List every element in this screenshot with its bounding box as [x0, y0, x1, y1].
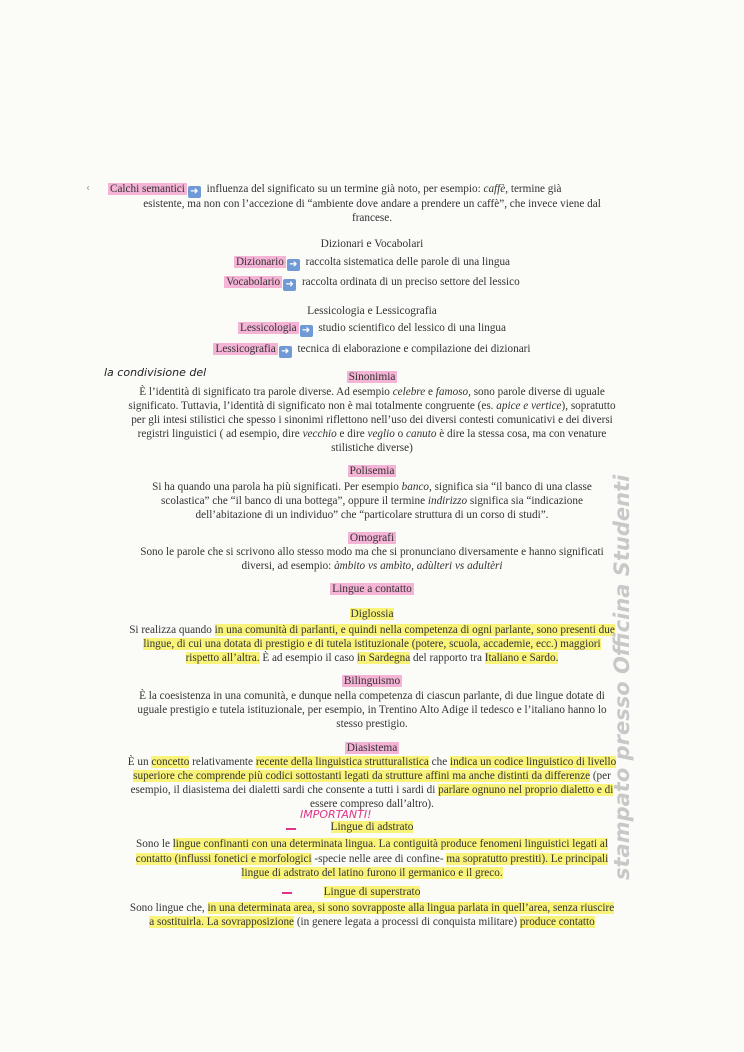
adstrato-line-2: contatto (influssi fonetici e morfologici -specie nelle aree di confine- ma sopratutto prestiti). Le principali: [135, 853, 609, 865]
calchi-line-3: francese.: [351, 212, 393, 224]
vocabolario-line: Vocabolario ➜ raccolta ordinata di un preciso settore del lessico: [226, 276, 520, 290]
diasistema-line-3: esempio, il diasistema dei dialetti sardi che consente a tutti i sardi di parlare ognuno nel proprio dialetto e di: [130, 784, 614, 796]
lessico-title: Lessicologia e Lessicografia: [307, 305, 437, 317]
sinonimia-line-5: stilistiche diverse): [331, 442, 413, 454]
diglossia-line-2: lingue, di cui una dotata di prestigio e di tutela istituzionale (potere, scuola, accademie, ecc.) maggiori: [143, 638, 601, 650]
calchi-term: Calchi semantici: [110, 183, 185, 195]
calchi-line-2: esistente, ma non con l’accezione di “ambiente dove andare a prendere un caffè”, che invece viene dal: [143, 198, 601, 210]
dizionario-line: Dizionario ➜ raccolta sistematica delle parole di una lingua: [235, 256, 511, 270]
arrow-right-icon: ➜: [300, 325, 313, 337]
bilinguismo-line-2: uguale prestigio e tutela istituzionale, per esempio, in Trentino Alto Adige il tedesco e l’italiano hanno lo: [137, 704, 607, 716]
diasistema-line-4: essere compreso dall’altro).: [310, 798, 434, 810]
sinonimia-line-2: significato. Tuttavia, l’identità di significato non è mai totalmente congruente (es. apice e vertice), sopratutto: [128, 400, 616, 412]
lessicologia-line: Lessicologia ➜ studio scientifico del lessico di una lingua: [239, 322, 506, 336]
polisemia-line-2: scolastica” che “il banco di una bottega”, oppure il termine indirizzo significa sia “indicazione: [161, 495, 583, 507]
adstrato-line-1: Sono le lingue confinanti con una determinata lingua. La contiguità produce fenomeni linguistici legati al: [136, 838, 608, 850]
sinonimia-line-3: per gli intesi stilistici che spesso i sinonimi riflettono nell’uso dei diversi contesti comunicativi e dei diversi: [131, 414, 613, 426]
lingue-contatto-title: Lingue a contatto: [332, 583, 412, 595]
omografi-title: Omografi: [349, 532, 395, 544]
sinonimia-line-4: registri linguistici ( ad esempio, dire vecchio e dire veglio o canuto è dire la stessa cosa, ma con venature: [137, 428, 607, 440]
bilinguismo-line-1: È la coesistenza in una comunità, e dunque nella competenza di ciascun parlante, di due lingue dotate di: [139, 690, 605, 702]
bilinguismo-title: Bilinguismo: [343, 675, 401, 687]
calchi-line-1: Calchi semantici ➜ influenza del significato su un termine già noto, per esempio: caffè, termine già: [110, 183, 562, 197]
watermark-text: stampato presso Officina Studenti: [610, 474, 634, 880]
margin-mark: ‹: [86, 183, 90, 194]
arrow-right-icon: ➜: [283, 279, 296, 291]
vocabolario-term: Vocabolario: [226, 276, 281, 288]
adstrato-line-3: lingue di adstrato del latino furono il germanico e il greco.: [241, 867, 503, 879]
arrow-right-icon: ➜: [279, 346, 292, 358]
handwritten-note-condivisione: la condivisione del: [104, 366, 207, 379]
diglossia-title: Diglossia: [350, 608, 394, 620]
diasistema-line-1: È un concetto relativamente recente della linguistica strutturalistica che indica un codice linguistico di livello: [127, 756, 617, 768]
superstrato-title: Lingue di superstrato: [323, 886, 421, 898]
superstrato-line-1: Sono lingue che, in una determinata area, si sono sovrapposte alla lingua parlata in quell’area, senza riuscire: [129, 902, 615, 914]
diglossia-line-3: rispetto all’altra. È ad esempio il caso in Sardegna del rapporto tra Italiano e Sardo.: [185, 652, 559, 664]
bilinguismo-line-3: stesso prestigio.: [336, 718, 408, 730]
omografi-line-1: Sono le parole che si scrivono allo stesso modo ma che si pronunciano diversamente e hanno significati: [140, 546, 604, 558]
arrow-right-icon: ➜: [188, 186, 201, 198]
sinonimia-line-1: È l’identità di significato tra parole diverse. Ad esempio celebre e famoso, sono parole diverse di uguale: [139, 386, 605, 398]
lessicografia-line: Lessicografia ➜ tecnica di elaborazione e compilazione dei dizionari: [215, 343, 531, 357]
omografi-line-2: diversi, ad esempio: àmbito vs ambìto, adùlteri vs adultèri: [241, 560, 503, 572]
diglossia-line-1: Si realizza quando in una comunità di parlanti, e quindi nella competenza di ogni parlante, sono presenti due: [129, 624, 615, 636]
arrow-right-icon: ➜: [287, 259, 300, 271]
diasistema-title: Diasistema: [346, 742, 398, 754]
superstrato-line-2: a sostituirla. La sovrapposizione (in genere legata a processi di conquista militare) produce contatto: [149, 916, 595, 928]
dizionario-term: Dizionario: [235, 256, 284, 268]
dizionari-title: Dizionari e Vocabolari: [320, 238, 424, 250]
lessicografia-term: Lessicografia: [215, 343, 276, 355]
diasistema-line-2: superiore che comprende più codici sottostanti legati da strutture affini ma anche distinti da differenze (per: [133, 770, 611, 782]
adstrato-title: Lingue di adstrato: [330, 821, 414, 833]
polisemia-line-3: dell’abitazione di un individuo” che “particolare struttura di un corso di studi”.: [195, 509, 549, 521]
sinonimia-title: Sinonimia: [348, 371, 396, 383]
handwritten-note-importanti: IMPORTANTI!: [300, 808, 372, 821]
lessicologia-term: Lessicologia: [239, 322, 297, 334]
polisemia-title: Polisemia: [349, 465, 395, 477]
polisemia-line-1: Si ha quando una parola ha più significati. Per esempio banco, significa sia “il banco di una classe: [152, 481, 592, 493]
